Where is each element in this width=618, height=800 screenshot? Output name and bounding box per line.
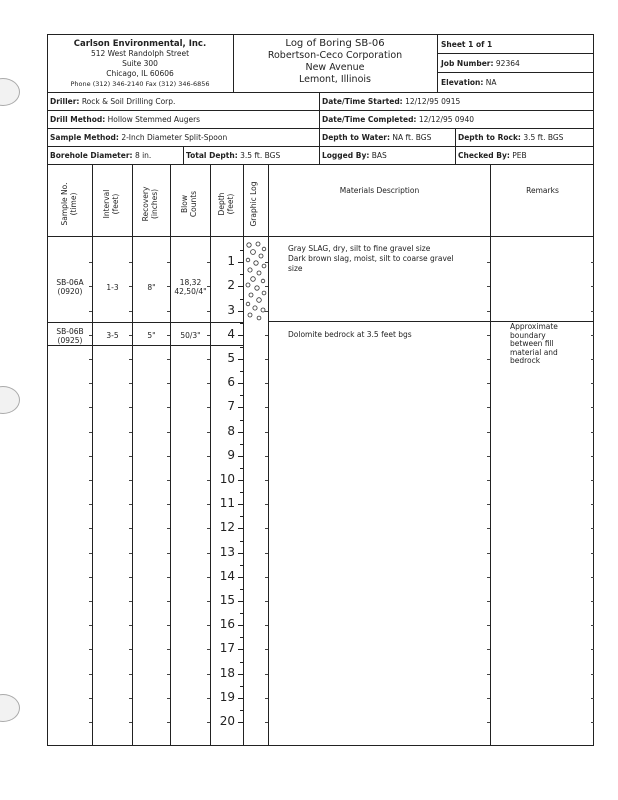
depth-to-rock-label: Depth to Rock: [458,133,521,142]
depth-to-water-label: Depth to Water: [322,133,391,142]
grid-stub [129,432,132,433]
grid-stub [89,722,92,723]
log-client: Robertson-Ceco Corporation [267,50,403,61]
sample-method-label: Sample Method: [50,133,119,142]
grid-stub [591,456,594,457]
grid-stub [167,577,170,578]
driller-value: Rock & Soil Drilling Corp. [81,97,176,106]
grid-stub [265,504,268,505]
material-line: size [288,264,303,273]
depth-half-tick [240,541,243,542]
grid-stub [167,528,170,529]
grid-stub [129,456,132,457]
grid-stub [487,553,490,554]
col-remarks: Remarks [526,186,559,195]
grid-stub [89,553,92,554]
grid-stub [265,311,268,312]
depth-half-tick [240,395,243,396]
drill-method [50,115,200,124]
col-sample-no [60,179,80,229]
sample-recovery: 8" [147,283,156,292]
grid-stub [167,553,170,554]
depth-tick [238,432,243,433]
grid-stub [129,311,132,312]
grid-stub [167,311,170,312]
sample-time: (0925) [57,336,83,345]
depth-label: 7 [227,399,235,414]
grid-stub [129,286,132,287]
col-blow-label: Blow [180,195,189,213]
grid-stub [167,674,170,675]
log-title: Log of Boring SB-06 [285,38,385,49]
grid-stub [487,480,490,481]
sample-method [50,133,227,142]
depth-tick [238,335,243,336]
drill-method-value: Hollow Stemmed Augers [107,115,201,124]
grid-stub [129,335,132,336]
grid-stub [207,480,210,481]
grid-stub [265,286,268,287]
grid-stub [265,480,268,481]
depth-label: 1 [227,254,235,269]
grid-stub [265,601,268,602]
depth-tick [238,383,243,384]
grid-stub [487,335,490,336]
total-depth-value: 3.5 ft. BGS [240,151,281,160]
grid-stub [207,553,210,554]
binder-hole [0,78,20,106]
grid-stub [591,359,594,360]
borehole-diameter-value: 8 in. [134,151,152,160]
grid-stub [487,359,490,360]
grid-stub [487,649,490,650]
depth-half-tick [240,613,243,614]
grid-stub [167,722,170,723]
grid-stub [129,601,132,602]
blow-count-1: 18,32 [179,278,202,287]
sample-method-value: 2-Inch Diameter Split-Spoon [121,133,228,142]
grid-stub [487,601,490,602]
driller [50,97,175,106]
grid-stub [487,407,490,408]
col-graphic-log-label: Graphic Log [249,181,258,227]
depth-tick [238,722,243,723]
date-started-value: 12/12/95 0915 [405,97,461,106]
grid-stub [207,407,210,408]
col-graphic-log [249,179,261,229]
grid-stub [129,480,132,481]
elevation-label: Elevation: [441,78,484,87]
depth-half-tick [240,492,243,493]
grid-stub [129,528,132,529]
checked-by-label: Checked By: [458,151,510,160]
materials-slag [288,244,454,274]
grid-stub [591,649,594,650]
depth-label: 12 [219,520,235,535]
depth-half-tick [240,444,243,445]
grid-stub [591,553,594,554]
grid-stub [89,577,92,578]
col-interval-unit: (feet) [111,193,120,215]
grid-stub [591,286,594,287]
grid-stub [207,698,210,699]
job-number-label: Job Number: [441,59,494,68]
grid-stub [167,432,170,433]
depth-tick [238,553,243,554]
grid-stub [265,698,268,699]
log-block [236,38,434,86]
grid-stub [167,480,170,481]
grid-stub [129,649,132,650]
depth-label: 11 [219,496,235,511]
depth-half-tick [240,686,243,687]
grid-stub [207,601,210,602]
depth-label: 20 [219,714,235,728]
col-depth-unit: (feet) [226,193,235,215]
company-block [50,39,230,89]
grid-stub [89,698,92,699]
grid-stub [167,601,170,602]
col-recovery-label: Recovery [141,186,150,222]
grid-stub [207,456,210,457]
grid-stub [265,553,268,554]
grid-stub [167,335,170,336]
grid-stub [265,577,268,578]
col-interval-label: Interval [102,189,111,219]
date-completed-value: 12/12/95 0940 [418,115,474,124]
sample-id: SB-06B [56,327,84,336]
grid-stub [129,674,132,675]
grid-stub [591,383,594,384]
depth-half-tick [240,420,243,421]
remarks-text [510,323,558,366]
grid-stub [265,335,268,336]
depth-tick [238,359,243,360]
depth-label: 6 [227,375,235,390]
date-started [322,97,460,106]
grid-stub [207,722,210,723]
grid-stub [591,311,594,312]
logged-by [322,151,387,160]
checked-by [458,151,527,160]
depth-tick [238,286,243,287]
depth-half-tick [240,347,243,348]
depth-half-tick [240,516,243,517]
grid-stub [265,359,268,360]
borehole-diameter [50,151,151,160]
depth-half-tick [240,565,243,566]
grid-stub [207,383,210,384]
grid-stub [487,577,490,578]
grid-stub [487,528,490,529]
depth-half-tick [240,299,243,300]
grid-stub [591,432,594,433]
col-counts-label: Counts [189,190,198,218]
grid-stub [207,504,210,505]
depth-tick [238,625,243,626]
checked-by-value: PEB [512,151,527,160]
grid-stub [167,407,170,408]
company-suite: Suite 300 [122,59,158,68]
grid-stub [129,577,132,578]
depth-label: 5 [227,351,235,365]
grid-stub [265,649,268,650]
sample-blow-counts [171,278,210,296]
grid-stub [89,649,92,650]
depth-tick [238,528,243,529]
depth-label: 2 [227,278,235,293]
depth-tick [238,311,243,312]
grid-stub [591,625,594,626]
grid-stub [591,722,594,723]
depth-label: 10 [219,472,235,486]
grid-stub [591,528,594,529]
grid-stub [129,359,132,360]
remark-line: bedrock [510,356,541,365]
grid-stub [207,625,210,626]
grid-stub [167,359,170,360]
sample-id: SB-06A [56,278,84,287]
depth-to-rock-value: 3.5 ft. BGS [523,133,564,142]
grid-stub [129,625,132,626]
company-city: Chicago, IL 60606 [106,69,174,78]
depth-tick [238,504,243,505]
grid-stub [89,480,92,481]
grid-stub [89,262,92,263]
remark-line: material and [510,347,558,357]
grid-stub [265,383,268,384]
depth-label: 3 [227,302,235,317]
depth-tick [238,649,243,650]
grid-stub [129,407,132,408]
depth-tick [238,407,243,408]
col-recovery-unit: (inches) [150,188,159,220]
grid-stub [207,311,210,312]
blow-count-2: 42,50/4" [174,287,207,296]
grid-stub [265,407,268,408]
grid-stub [207,262,210,263]
grid-stub [167,625,170,626]
depth-label: 17 [219,641,235,656]
depth-half-tick [240,274,243,275]
grid-stub [89,383,92,384]
depth-tick [238,480,243,481]
material-line: Dark brown slag, moist, silt to coarse gravel [288,254,454,263]
grid-stub [89,601,92,602]
depth-half-tick [240,323,243,324]
grid-stub [265,262,268,263]
grid-stub [487,432,490,433]
grid-stub [167,286,170,287]
grid-stub [207,335,210,336]
grid-stub [89,528,92,529]
binder-hole [0,694,20,722]
grid-stub [207,432,210,433]
grid-stub [89,407,92,408]
grid-stub [487,286,490,287]
col-interval [102,179,122,229]
depth-label: 9 [227,447,235,462]
depth-label: 4 [227,326,235,341]
grid-stub [487,722,490,723]
grid-stub [591,335,594,336]
col-blow-counts [180,179,200,229]
grid-stub [129,722,132,723]
total-depth [186,151,280,160]
grid-stub [591,262,594,263]
sample-blow-counts: 50/3" [180,331,201,340]
grid-stub [167,456,170,457]
depth-tick [238,577,243,578]
grid-stub [591,601,594,602]
grid-stub [487,625,490,626]
logged-by-value: BAS [371,151,387,160]
col-depth [217,179,237,229]
grid-stub [89,674,92,675]
grid-stub [207,286,210,287]
depth-tick [238,262,243,263]
depth-half-tick [240,468,243,469]
depth-to-water-value: NA ft. BGS [392,133,432,142]
grid-stub [167,649,170,650]
col-materials: Materials Description [339,186,420,195]
grid-stub [591,480,594,481]
company-street: 512 West Randolph Street [90,49,190,58]
remark-line: between fill [510,339,554,348]
materials-bedrock: Dolomite bedrock at 3.5 feet bgs [288,330,412,339]
grid-stub [129,553,132,554]
drill-method-label: Drill Method: [50,115,106,124]
logged-by-label: Logged By: [322,151,370,160]
grid-stub [167,383,170,384]
elevation [441,78,497,87]
company-name: Carlson Environmental, Inc. [73,39,207,49]
grid-stub [207,649,210,650]
sample-time: (0920) [57,287,83,296]
grid-stub [167,698,170,699]
grid-stub [207,359,210,360]
date-completed-label: Date/Time Completed: [322,115,417,124]
depth-to-water [322,133,431,142]
depth-half-tick [240,250,243,251]
grid-stub [265,722,268,723]
grid-stub [591,407,594,408]
col-depth-label: Depth [217,192,226,216]
depth-to-rock [458,133,563,142]
grid-stub [487,698,490,699]
log-city: Lemont, Illinois [299,74,371,85]
grid-stub [265,528,268,529]
grid-stub [89,456,92,457]
sample-interval: 1-3 [106,283,119,292]
depth-label: 15 [219,593,235,607]
col-sample-no-label: Sample No. [60,182,69,226]
grid-stub [487,504,490,505]
col-recovery [141,179,161,229]
grid-stub [591,698,594,699]
depth-tick [238,674,243,675]
sheet-number: Sheet 1 of 1 [441,40,493,49]
grid-stub [89,432,92,433]
grid-stub [167,262,170,263]
grid-stub [207,528,210,529]
grid-stub [89,286,92,287]
borehole-diameter-label: Borehole Diameter: [50,151,133,160]
depth-half-tick [240,371,243,372]
job-number [441,59,520,68]
grid-stub [265,456,268,457]
grid-stub [591,674,594,675]
total-depth-label: Total Depth: [186,151,238,160]
log-street: New Avenue [305,62,365,73]
grid-stub [487,383,490,384]
sample-row [48,327,92,345]
grid-stub [487,674,490,675]
grid-stub [89,359,92,360]
depth-tick [238,601,243,602]
grid-stub [89,504,92,505]
grid-stub [591,504,594,505]
job-number-value: 92364 [495,59,520,68]
grid-stub [129,698,132,699]
depth-label: 16 [219,617,235,632]
depth-half-tick [240,589,243,590]
grid-stub [487,311,490,312]
binder-hole [0,386,20,414]
driller-label: Driller: [50,97,80,106]
grid-stub [89,311,92,312]
depth-label: 13 [219,544,235,559]
col-sample-time-label: (time) [69,192,78,216]
grid-stub [265,625,268,626]
depth-half-tick [240,637,243,638]
sample-row [48,278,92,296]
grid-stub [129,262,132,263]
elevation-value: NA [485,78,497,87]
depth-label: 14 [219,568,235,583]
grid-stub [129,383,132,384]
sample-interval: 3-5 [106,331,119,340]
grid-stub [129,504,132,505]
grid-stub [265,432,268,433]
depth-tick [238,698,243,699]
date-completed [322,115,474,124]
company-phone: Phone (312) 346-2140 Fax (312) 346-6856 [70,80,210,88]
depth-half-tick [240,710,243,711]
grid-stub [207,577,210,578]
material-line: Gray SLAG, dry, silt to fine gravel size [288,244,431,253]
grid-stub [265,674,268,675]
grid-stub [167,504,170,505]
date-started-label: Date/Time Started: [322,97,403,106]
depth-tick [238,456,243,457]
remark-line: boundary [510,330,546,340]
grid-stub [89,335,92,336]
depth-label: 18 [219,665,235,680]
depth-label: 19 [219,689,235,704]
grid-stub [487,456,490,457]
grid-stub [207,674,210,675]
depth-half-tick [240,662,243,663]
grid-stub [89,625,92,626]
remark-line: Approximate [510,322,558,331]
depth-label: 8 [227,423,235,438]
grid-stub [591,577,594,578]
sample-recovery: 5" [147,331,156,340]
grid-stub [487,262,490,263]
